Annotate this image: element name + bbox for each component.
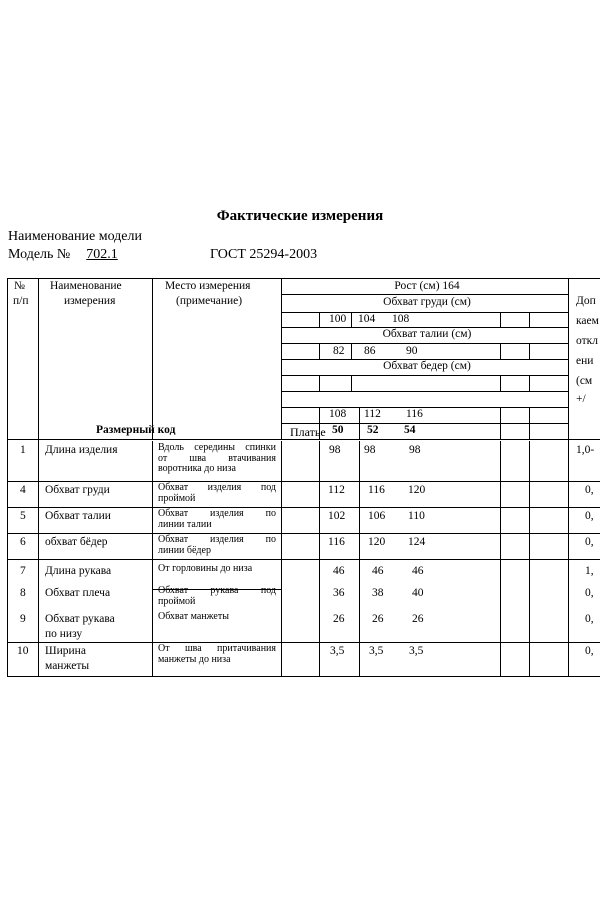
table-rule [281,407,568,408]
row-number: 4 [20,484,26,496]
row-size-value: 38 [372,587,384,599]
row-tolerance: 0, [585,645,594,657]
row-size-value: 110 [408,510,425,522]
row-measure-place: линии бёдер [158,544,211,556]
row-tolerance: 1,0- [576,444,595,456]
table-column-rule [568,278,569,676]
table-column-rule [351,343,352,359]
model-number-value: 702.1 [86,247,118,262]
table-column-rule [152,278,153,439]
row-measure-place: воротника до низа [158,463,236,474]
table-rule [281,375,568,376]
chest-size-value: 108 [392,313,410,325]
row-measure-place: Обхват рукава под [158,585,276,596]
header-waist: Обхват талии (см) [382,328,472,340]
row-measure-place: линии талии [158,518,212,530]
row-rule [7,481,600,482]
row-size-value: 116 [328,536,345,548]
document-title: Фактические измерения [216,208,384,224]
row-rule [7,533,600,534]
section-label: Платье [290,425,326,439]
row-measure-name: Обхват рукава [45,613,115,625]
size-code-label: Размерный код [96,424,176,436]
row-measure-name: Обхват груди [45,484,110,496]
row-rule [7,642,600,643]
hips-size-value: 112 [364,408,381,420]
header-place-line1: Место измерения [165,280,251,292]
row-size-value: 124 [408,536,426,548]
row-rule [7,559,600,560]
row-measure-place: Обхват изделия под [158,482,276,493]
table-column-rule [38,278,39,439]
header-place-line2: (примечание) [176,295,243,307]
model-name-label: Наименование модели [8,229,142,244]
row-measure-name: по низу [45,628,83,640]
table-column-rule [529,343,530,359]
hips-size-value: 116 [406,408,423,420]
row-size-value: 102 [328,510,346,522]
waist-size-value: 86 [364,345,376,357]
row-measure-name: манжеты [45,660,90,672]
table-column-rule [281,278,282,439]
row-size-value: 98 [364,444,376,456]
row-measure-name: Обхват плеча [45,587,111,599]
table-column-rule [351,312,352,327]
model-number-label: Модель № [8,247,71,262]
row-measure-place: От шва притачивания [158,643,276,654]
table-column-rule [38,439,39,676]
row-measure-place: проймой [158,595,196,607]
row-measure-place: Обхват манжеты [158,611,229,622]
row-number: 6 [20,536,26,548]
row-tolerance: 0, [585,587,594,599]
table-column-rule [500,407,501,439]
row-size-value: 112 [328,484,345,496]
tolerance-header-fragment: ени [576,355,594,367]
row-size-value: 46 [412,565,424,577]
header-num-abbr: п/п [13,295,29,307]
hips-size-value: 108 [329,408,347,420]
row-measure-name: Длина рукава [45,565,112,577]
row-measure-name: Длина изделия [45,444,118,456]
row-size-value: 106 [368,510,386,522]
size-code-value: 54 [404,424,416,436]
row-size-value: 46 [333,565,345,577]
row-size-value: 98 [329,444,341,456]
table-column-rule [500,375,501,391]
tolerance-header-fragment: +/ [576,393,586,405]
row-number: 7 [20,565,26,577]
size-code-value: 52 [367,424,379,436]
tolerance-header-fragment: Доп [576,295,596,307]
row-size-value: 98 [409,444,421,456]
tolerance-header-fragment: (см [576,375,593,387]
row-number: 1 [20,444,26,456]
row-measure-place: проймой [158,492,196,504]
row-size-value: 26 [412,613,424,625]
table-left-rule [7,278,8,676]
table-column-rule [319,312,320,327]
table-column-rule [529,407,530,439]
row-number: 5 [20,510,26,522]
header-num-sign: № [14,280,25,292]
row-rule [7,507,600,508]
row-measure-place: манжеты до низа [158,653,231,665]
row-number: 8 [20,587,26,599]
table-column-rule [500,312,501,327]
row-measure-place: Вдоль середины спинки [158,442,276,453]
row-number: 9 [20,613,26,625]
row-measure-name: обхват бёдер [45,536,108,548]
row-measure-place: Обхват изделия по [158,508,276,519]
gost-standard: ГОСТ 25294-2003 [210,247,318,262]
row-size-value: 120 [408,484,426,496]
row-size-value: 26 [333,613,345,625]
row-size-value: 40 [412,587,424,599]
row-size-value: 46 [372,565,384,577]
header-height: Рост (см) 164 [394,280,460,292]
row-measure-place: от шва втачивания [158,452,276,464]
table-column-rule [500,343,501,359]
table-column-rule [529,375,530,391]
table-rule [281,423,568,424]
table-column-rule [529,312,530,327]
row-size-value: 26 [372,613,384,625]
table-bottom-rule [7,676,600,677]
tolerance-header-fragment: откл [576,335,598,347]
row-size-value: 116 [368,484,385,496]
tolerance-header-fragment: каем [576,315,599,327]
chest-size-value: 100 [329,313,347,325]
row-size-value: 3,5 [330,645,345,657]
row-tolerance: 0, [585,536,594,548]
waist-size-value: 90 [406,345,418,357]
table-column-rule [359,407,360,439]
header-name-line2: измерения [64,295,116,307]
chest-size-value: 104 [358,313,376,325]
table-top-rule [7,278,600,279]
table-column-rule [319,343,320,359]
row-measure-name: Обхват талии [45,510,111,522]
row-measure-name: Ширина [45,645,86,657]
table-column-rule [319,375,320,391]
row-size-value: 36 [333,587,345,599]
row-tolerance: 0, [585,510,594,522]
row-number: 10 [17,645,29,657]
table-rule [281,343,568,344]
size-code-value: 50 [332,424,344,436]
row-measure-place: Обхват изделия по [158,534,276,545]
table-rule [281,312,568,313]
row-measure-place: От горловины до низа [158,563,253,574]
table-rule [281,391,568,392]
row-size-value: 3,5 [409,645,424,657]
header-hips: Обхват бедер (см) [383,360,471,372]
waist-size-value: 82 [333,345,345,357]
table-column-rule [351,375,352,391]
table-rule [281,294,568,295]
row-tolerance: 0, [585,613,594,625]
header-name-line1: Наименование [50,280,122,292]
row-size-value: 120 [368,536,386,548]
header-chest: Обхват груди (см) [383,296,471,308]
model-number-line [8,247,124,263]
row-tolerance: 0, [585,484,594,496]
row-tolerance: 1, [585,565,594,577]
row-size-value: 3,5 [369,645,384,657]
